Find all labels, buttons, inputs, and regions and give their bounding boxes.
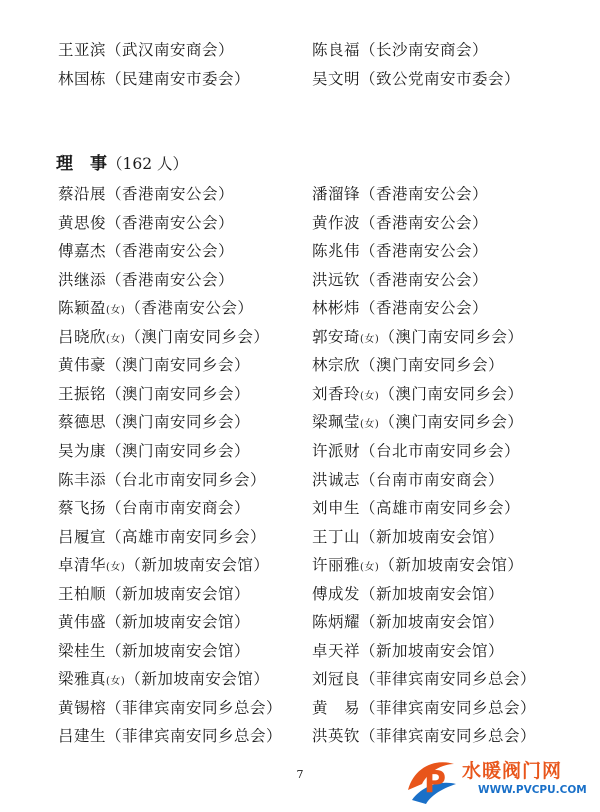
female-marker: (女): [360, 390, 380, 402]
member-name: 林国栋: [58, 69, 107, 88]
member-row: [0, 38, 600, 66]
member-name: 林宗欣: [312, 356, 361, 375]
member-entry: [312, 468, 504, 492]
member-entry: [58, 468, 266, 492]
member-organization: （香港南安公会）: [106, 242, 235, 261]
member-entry: [58, 296, 253, 323]
member-row: [0, 211, 600, 239]
member-row: [0, 724, 600, 752]
member-row: [0, 439, 600, 467]
member-entry: [58, 582, 250, 606]
member-entry: [312, 38, 488, 62]
member-name: 刘香玲: [312, 384, 361, 403]
member-entry: [312, 610, 504, 634]
member-row: [0, 667, 600, 695]
member-entry: [58, 325, 269, 352]
member-organization: （新加坡南安会馆）: [125, 556, 270, 575]
member-name: 梁雅真: [58, 670, 107, 689]
section-count: （162 人）: [107, 155, 189, 173]
member-entry: [312, 724, 536, 748]
member-name: 陈丰添: [58, 470, 107, 489]
member-entry: [58, 38, 234, 62]
member-row: [0, 610, 600, 638]
member-organization: （台南市南安商会）: [360, 470, 505, 489]
member-name: 陈兆伟: [312, 242, 361, 261]
member-organization: （台北市南安同乡会）: [106, 470, 267, 489]
member-organization: （新加坡南安会馆）: [360, 584, 505, 603]
member-entry: [58, 553, 269, 580]
watermark: [404, 752, 594, 808]
member-row: [0, 496, 600, 524]
member-name: 黄伟盛: [58, 613, 107, 632]
member-name: 王振铭: [58, 384, 107, 403]
member-name: 傅嘉杰: [58, 242, 107, 261]
member-organization: （香港南安公会）: [106, 213, 235, 232]
member-name: 吕履宣: [58, 527, 107, 546]
member-name: 洪继添: [58, 270, 107, 289]
member-entry: [58, 353, 250, 377]
member-name: 梁珮莹: [312, 413, 361, 432]
member-name: 黄思俊: [58, 213, 107, 232]
member-organization: （高雄市南安同乡会）: [106, 527, 267, 546]
member-entry: [58, 239, 234, 263]
member-entry: [58, 268, 234, 292]
member-organization: （台南市南安商会）: [106, 499, 251, 518]
member-name: 刘冠良: [312, 670, 361, 689]
member-organization: （澳门南安同乡会）: [106, 413, 251, 432]
member-entry: [312, 496, 520, 520]
member-organization: （香港南安公会）: [360, 299, 489, 318]
member-organization: （长沙南安商会）: [360, 41, 489, 59]
member-organization: （新加坡南安会馆）: [360, 613, 505, 632]
member-name: 许丽雅: [312, 556, 361, 575]
member-organization: （新加坡南安会馆）: [360, 641, 505, 660]
member-organization: （香港南安公会）: [360, 270, 489, 289]
member-name: 潘溜锋: [312, 185, 361, 203]
member-name: 黄 易: [312, 698, 361, 717]
member-name: 陈良福: [312, 41, 361, 59]
member-organization: （菲律宾南安同乡总会）: [106, 698, 283, 717]
member-row: [0, 353, 600, 381]
member-entry: [58, 496, 250, 520]
watermark-title: 水暖阀门网: [462, 760, 563, 782]
member-row: [0, 325, 600, 353]
member-name: 吴文明: [312, 69, 361, 88]
member-entry: [58, 382, 250, 406]
female-marker: (女): [360, 333, 380, 345]
member-name: 林彬炜: [312, 299, 361, 318]
member-name: 黄伟豪: [58, 356, 107, 375]
member-entry: [312, 667, 536, 691]
member-entry: [58, 439, 250, 463]
member-name: 蔡德思: [58, 413, 107, 432]
member-entry: [58, 667, 269, 694]
member-entry: [312, 639, 504, 663]
member-row: [0, 410, 600, 438]
member-organization: （新加坡南安会馆）: [106, 584, 251, 603]
member-name: 许派财: [312, 441, 361, 460]
female-marker: (女): [106, 562, 126, 574]
member-entry: [58, 410, 250, 434]
member-name: 吴为康: [58, 441, 107, 460]
member-name: 洪远钦: [312, 270, 361, 289]
member-name: 陈炳耀: [312, 613, 361, 632]
member-entry: [312, 410, 523, 437]
member-organization: （香港南安公会）: [360, 213, 489, 232]
member-entry: [312, 582, 504, 606]
member-entry: [58, 696, 282, 720]
member-name: 傅成发: [312, 584, 361, 603]
member-row: [0, 696, 600, 724]
member-organization: （澳门南安同乡会）: [106, 384, 251, 403]
member-organization: （澳门南安同乡会）: [106, 441, 251, 460]
member-row: [0, 525, 600, 553]
member-name: 陈颖盈: [58, 299, 107, 318]
member-organization: （澳门南安同乡会）: [125, 327, 270, 346]
member-entry: [312, 211, 488, 235]
member-organization: （武汉南安商会）: [106, 41, 235, 59]
member-row: [0, 239, 600, 267]
member-organization: （台北市南安同乡会）: [360, 441, 521, 460]
member-row: [0, 639, 600, 667]
member-row: [0, 296, 600, 324]
member-organization: （香港南安公会）: [360, 185, 489, 203]
member-organization: （菲律宾南安同乡总会）: [106, 727, 283, 746]
member-organization: （致公党南安市委会）: [360, 69, 521, 88]
member-entry: [312, 268, 488, 292]
section-title: 理 事: [56, 154, 107, 174]
member-name: 蔡沿展: [58, 185, 107, 203]
member-entry: [58, 639, 250, 663]
member-organization: （新加坡南安会馆）: [360, 527, 505, 546]
section-heading: [56, 152, 188, 176]
member-name: 吕晓欣: [58, 327, 107, 346]
member-organization: （澳门南安同乡会）: [379, 327, 524, 346]
member-row: [0, 268, 600, 296]
member-name: 梁桂生: [58, 641, 107, 660]
female-marker: (女): [106, 676, 126, 688]
member-entry: [58, 211, 234, 235]
member-name: 刘申生: [312, 499, 361, 518]
member-name: 郭安琦: [312, 327, 361, 346]
member-name: 吕建生: [58, 727, 107, 746]
member-row: [0, 67, 600, 95]
member-entry: [312, 353, 504, 377]
member-row: [0, 468, 600, 496]
member-organization: （菲律宾南安同乡总会）: [360, 727, 537, 746]
female-marker: (女): [106, 333, 126, 345]
member-entry: [312, 325, 523, 352]
watermark-logo-icon: [404, 754, 460, 806]
member-organization: （澳门南安同乡会）: [360, 356, 505, 375]
member-entry: [312, 239, 488, 263]
member-entry: [312, 67, 520, 91]
member-entry: [58, 182, 234, 206]
member-name: 蔡飞扬: [58, 499, 107, 518]
member-entry: [312, 382, 523, 409]
member-row: [0, 553, 600, 581]
member-entry: [312, 182, 488, 206]
member-organization: （新加坡南安会馆）: [106, 613, 251, 632]
member-name: 王丁山: [312, 527, 361, 546]
watermark-url: WWW.PVCPU.COM: [478, 784, 587, 796]
member-entry: [312, 553, 523, 580]
member-name: 黄作波: [312, 213, 361, 232]
member-name: 洪诚志: [312, 470, 361, 489]
member-organization: （澳门南安同乡会）: [379, 384, 524, 403]
member-name: 黄锡榕: [58, 698, 107, 717]
member-name: 洪英钦: [312, 727, 361, 746]
member-organization: （新加坡南安会馆）: [125, 670, 270, 689]
member-entry: [58, 525, 266, 549]
member-name: 卓天祥: [312, 641, 361, 660]
svg-text:P: P: [424, 765, 446, 800]
member-organization: （民建南安市委会）: [106, 69, 251, 88]
member-organization: （香港南安公会）: [125, 299, 254, 318]
member-row: [0, 382, 600, 410]
member-entry: [58, 67, 250, 91]
member-name: 王柏顺: [58, 584, 107, 603]
member-entry: [58, 610, 250, 634]
member-organization: （新加坡南安会馆）: [106, 641, 251, 660]
member-organization: （菲律宾南安同乡总会）: [360, 670, 537, 689]
member-organization: （澳门南安同乡会）: [106, 356, 251, 375]
page-number: 7: [296, 768, 304, 781]
member-organization: （香港南安公会）: [106, 185, 235, 203]
member-organization: （新加坡南安会馆）: [379, 556, 524, 575]
female-marker: (女): [360, 419, 380, 431]
member-entry: [312, 525, 504, 549]
member-organization: （香港南安公会）: [106, 270, 235, 289]
member-organization: （香港南安公会）: [360, 242, 489, 261]
member-name: 王亚滨: [58, 41, 107, 59]
member-entry: [312, 696, 536, 720]
member-entry: [312, 439, 520, 463]
member-entry: [312, 296, 488, 320]
female-marker: (女): [360, 562, 380, 574]
member-entry: [58, 724, 282, 748]
member-row: [0, 582, 600, 610]
member-organization: （澳门南安同乡会）: [379, 413, 524, 432]
member-row: [0, 182, 600, 210]
member-name: 卓清华: [58, 556, 107, 575]
member-organization: （菲律宾南安同乡总会）: [360, 698, 537, 717]
female-marker: (女): [106, 305, 126, 317]
member-organization: （高雄市南安同乡会）: [360, 499, 521, 518]
